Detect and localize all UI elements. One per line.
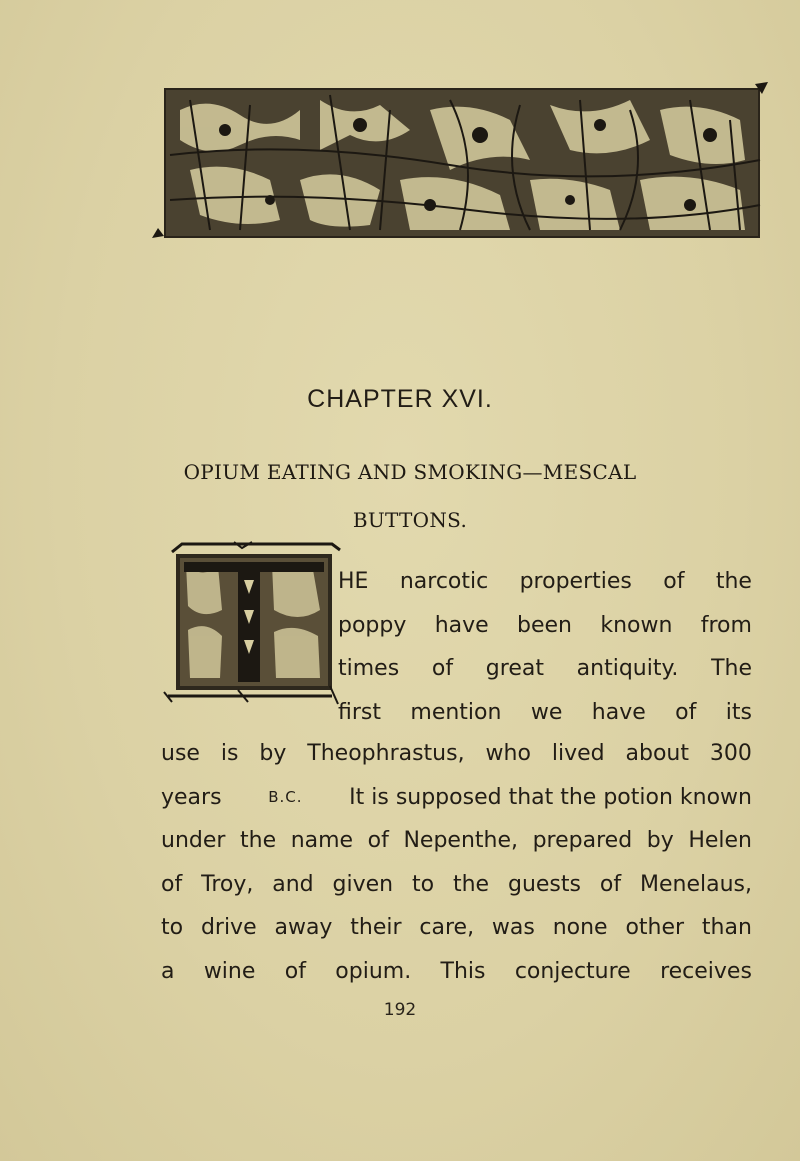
chapter-title: CHAPTER XVI. (307, 385, 493, 413)
indented-opening-lines (338, 560, 752, 734)
text-line: of Troy, and given to the guests of Menelaus, (161, 871, 752, 897)
text-fragment: years (161, 784, 222, 810)
text-line: first mention we have of its (338, 699, 752, 725)
page-number: 192 (383, 1000, 417, 1020)
text-line: use is by Theophrastus, who lived about 300 (161, 741, 752, 766)
subtitle-line-2: BUTTONS. (352, 508, 468, 532)
text-line: times of great antiquity. The (338, 656, 752, 682)
text-fragment: It is supposed that the potion known (349, 784, 752, 810)
text-line: poppy have been known from (338, 612, 752, 638)
woodcut-header-banner (150, 80, 780, 245)
subtitle-line-1: OPIUM EATING AND SMOKING—MESCAL (183, 460, 637, 484)
text-line (161, 776, 752, 820)
small-caps-bc: B.C. (268, 787, 303, 806)
text-line: to drive away their care, was none other than (161, 915, 752, 941)
text-line: under the name of Nepenthe, prepared by Helen (161, 828, 752, 854)
text-line: HE narcotic properties of the (338, 569, 752, 594)
chapter-subtitle (120, 448, 700, 544)
ornamental-initial-t (162, 540, 342, 710)
body-paragraph (161, 732, 752, 994)
text-line: a wine of opium. This conjecture receives (161, 958, 752, 984)
